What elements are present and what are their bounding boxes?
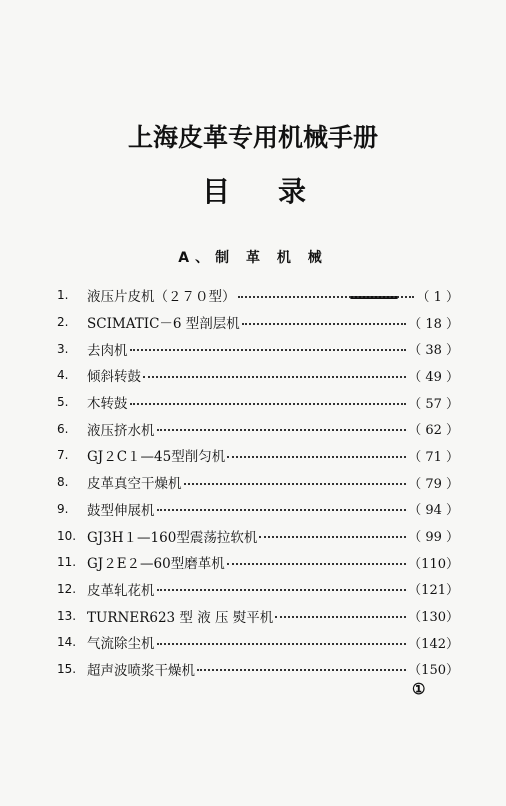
entry-number: 4.	[57, 368, 69, 383]
toc-entry	[57, 442, 459, 469]
document-title: 上海皮革专用机械手册	[127, 123, 378, 152]
entry-title: 皮革真空干燥机	[87, 476, 182, 493]
entry-number: 12.	[57, 581, 77, 596]
entry-number: 14.	[57, 635, 77, 650]
dot-leader	[275, 616, 406, 618]
entry-page: （142）	[408, 636, 459, 652]
subtitle	[0, 170, 506, 210]
entry-page: （ 79 ）	[408, 476, 459, 492]
entry-page: （ 18 ）	[408, 316, 459, 332]
entry-page: （ 1 ）	[416, 289, 459, 305]
toc-entry	[57, 602, 459, 629]
entry-number: 10.	[57, 528, 77, 543]
entry-page: （130）	[408, 610, 459, 626]
toc-entry	[57, 656, 459, 683]
entry-page: （ 94 ）	[408, 503, 459, 519]
dot-leader	[184, 483, 407, 485]
entry-number: 2.	[57, 315, 69, 330]
table-of-contents	[57, 282, 459, 682]
entry-page: （ 62 ）	[408, 423, 459, 439]
dot-leader	[197, 669, 406, 671]
entry-page: （121）	[408, 583, 459, 599]
toc-entry	[57, 282, 459, 309]
entry-number: 13.	[57, 608, 77, 623]
dot-leader	[259, 536, 406, 538]
section-heading: A、制 革 机 械	[178, 250, 328, 266]
toc-entry	[57, 522, 459, 549]
entry-page: （ 49 ）	[408, 369, 459, 385]
entry-page: （ 38 ）	[408, 343, 459, 359]
entry-title: GJ２E２—60型磨革机	[87, 556, 225, 573]
toc-entry	[57, 309, 459, 336]
entry-page: （150）	[408, 663, 459, 679]
toc-entry	[57, 549, 459, 576]
entry-number: 3.	[57, 341, 69, 356]
dot-leader	[238, 296, 415, 298]
entry-number: 7.	[57, 448, 69, 463]
page-number: ①	[412, 680, 426, 698]
entry-title: GJ２C１—45型削匀机	[87, 449, 226, 466]
toc-entry	[57, 335, 459, 362]
entry-title: SCIMATIC－6 型剖层机	[87, 316, 240, 333]
dot-leader	[130, 403, 407, 405]
entry-page: （ 71 ）	[408, 449, 459, 465]
entry-number: 8.	[57, 475, 69, 490]
entry-number: 9.	[57, 501, 69, 516]
toc-entry	[57, 389, 459, 416]
dot-leader	[227, 563, 406, 565]
entry-number: 6.	[57, 421, 69, 436]
dot-leader	[157, 589, 407, 591]
entry-title: 气流除尘机	[87, 636, 155, 653]
subtitle-char-2: 录	[278, 175, 307, 208]
subtitle-char-1: 目	[202, 175, 231, 208]
entry-title: 液压挤水机	[87, 422, 155, 439]
entry-title: 鼓型伸展机	[87, 502, 155, 519]
dot-leader	[157, 429, 407, 431]
toc-entry	[57, 629, 459, 656]
entry-page: （ 99 ）	[408, 530, 459, 546]
entry-number: 5.	[57, 395, 69, 410]
entry-page: （ 57 ）	[408, 396, 459, 412]
entry-title: TURNER623 型 液 压 熨平机	[87, 609, 274, 626]
toc-entry	[57, 469, 459, 496]
entry-title: 去肉机	[87, 342, 128, 359]
entry-title: 皮革轧花机	[87, 582, 155, 599]
entry-title: 倾斜转鼓	[87, 369, 141, 386]
entry-number: 11.	[57, 555, 77, 570]
entry-page: （110）	[408, 556, 459, 572]
dot-leader	[227, 456, 406, 458]
toc-entry	[57, 415, 459, 442]
entry-number: 1.	[57, 288, 69, 303]
toc-entry	[57, 496, 459, 523]
toc-entry	[57, 362, 459, 389]
dot-leader	[130, 349, 407, 351]
toc-entry	[57, 576, 459, 603]
entry-number: 15.	[57, 661, 77, 676]
entry-title: 超声波喷浆干燥机	[87, 662, 195, 679]
dot-leader	[143, 376, 406, 378]
entry-title: 液压片皮机（２７０型）	[87, 289, 236, 306]
dot-leader	[242, 323, 406, 325]
dot-leader	[157, 643, 407, 645]
entry-title: 木转鼓	[87, 396, 128, 413]
dot-leader	[157, 509, 407, 511]
entry-title: GJ3H１—160型震荡拉软机	[87, 529, 258, 546]
